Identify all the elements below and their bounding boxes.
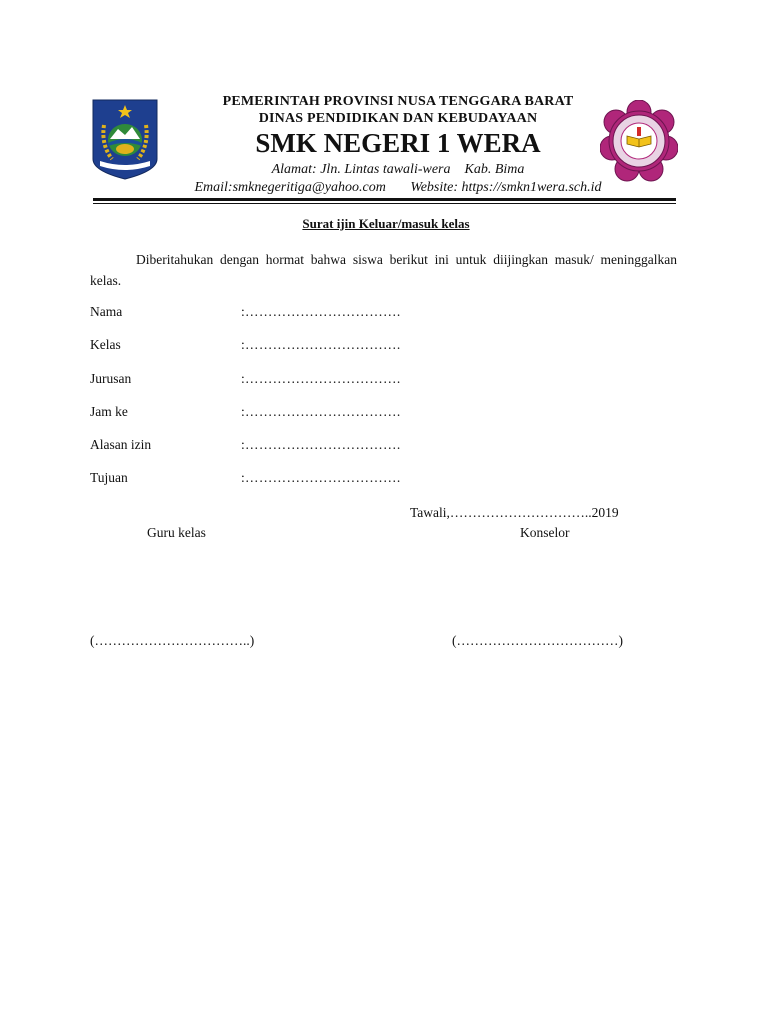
form-title: Surat ijin Keluar/masuk kelas [302, 216, 470, 231]
signer-left-title: Guru kelas [147, 525, 206, 540]
field-label-jurusan: Jurusan [90, 371, 132, 386]
signer-right-title: Konselor [520, 525, 570, 540]
school-contact: Email:smknegeritiga@yahoo.com Website: https://smkn1wera.sch.id [194, 180, 602, 195]
place-date: Tawali,…………………………..2019 [410, 505, 619, 520]
signer-right-line: (………………………………) [452, 633, 623, 648]
field-value-jurusan: :……………………………. [241, 371, 401, 386]
field-value-alasan-izin: :……………………………. [241, 437, 401, 452]
header-divider-thin [93, 203, 676, 204]
field-label-tujuan: Tujuan [90, 470, 128, 485]
field-label-jam-ke: Jam ke [90, 404, 128, 419]
header-line-1: PEMERINTAH PROVINSI NUSA TENGGARA BARAT [222, 94, 574, 109]
field-label-alasan-izin: Alasan izin [90, 437, 152, 452]
intro-paragraph: Diberitahukan dengan hormat bahwa siswa berikut ini untuk diijingkan masuk/ meninggalkan kelas. [90, 252, 677, 288]
school-address: Alamat: Jln. Lintas tawali-wera Kab. Bima [271, 162, 525, 177]
field-label-nama: Nama [90, 304, 123, 319]
field-value-kelas: :……………………………. [241, 337, 401, 352]
header-divider-thick [93, 198, 676, 201]
school-name: SMK NEGERI 1 WERA [255, 128, 541, 158]
field-label-kelas: Kelas [90, 337, 121, 352]
field-value-jam-ke: :……………………………. [241, 404, 401, 419]
signer-left-line: (……………………………..) [90, 633, 255, 648]
field-value-nama: :……………………………. [241, 304, 401, 319]
header-line-2: DINAS PENDIDIKAN DAN KEBUDAYAAN [258, 111, 538, 126]
field-value-tujuan: :……………………………. [241, 470, 401, 485]
